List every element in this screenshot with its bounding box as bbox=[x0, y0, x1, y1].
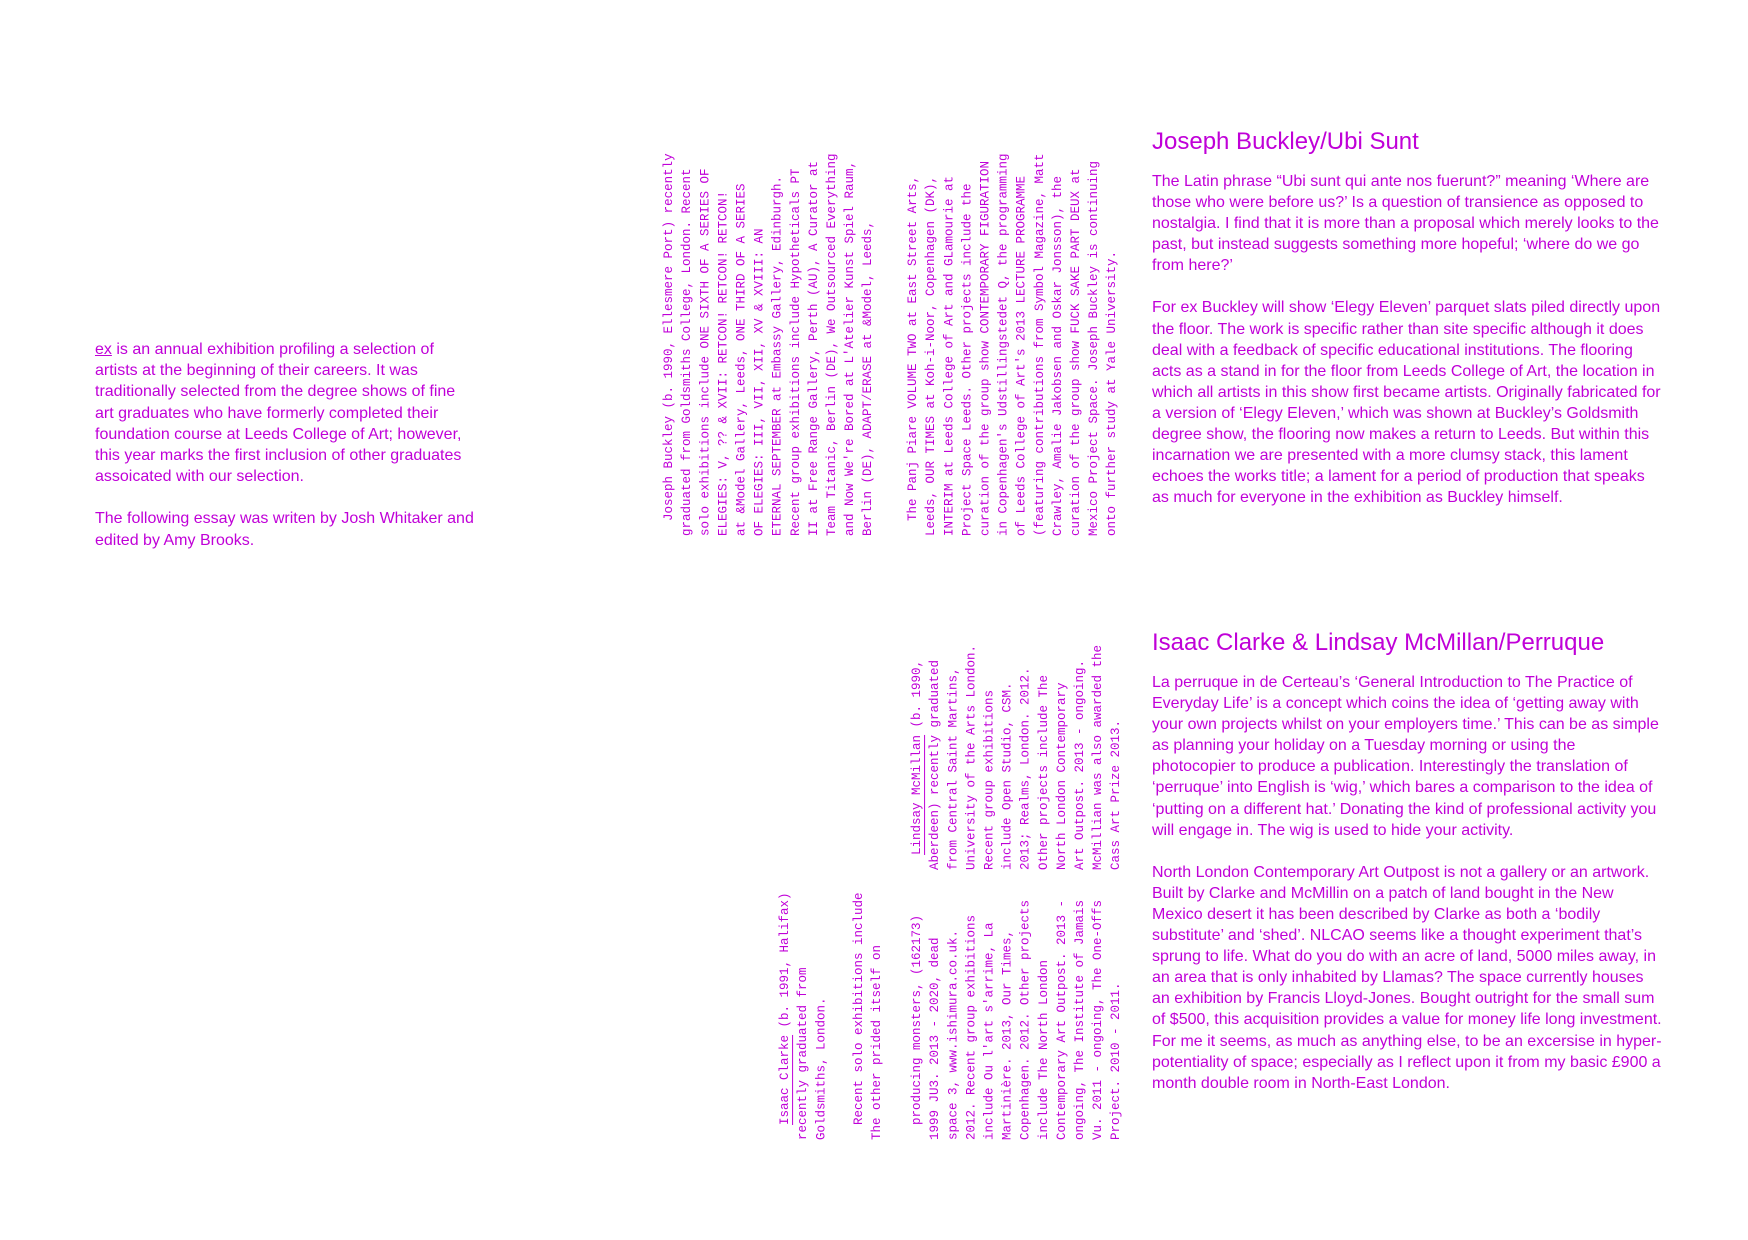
essay-paragraph: The Latin phrase “Ubi sunt qui ante nos fuerunt?” meaning ‘Where are those who were before us?’ Is a question of transience as opposed to nostalgia. I find that it is more than a proposal which merely looks to the past, but instead suggests something more hopeful; ‘where do we go from here?’ bbox=[1152, 173, 1659, 275]
buckley-essay-section bbox=[1152, 127, 1662, 508]
credits-paragraph: The following essay was writen by Josh Whitaker and edited by Amy Brooks. bbox=[95, 510, 474, 549]
essay-paragraph: North London Contemporary Art Outpost is not a gallery or an artwork. Built by Clarke and McMillin on a patch of land bought in the New Mexico desert it has been described by Clarke as both a ‘bodily substitute’ and ‘shed’. NLCAO seems like a thought experiment that’s sprung to life. What do you do with an acre of land, 5000 miles away, in an area that is only inhabited by Llamas? The space currently houses an exhibition by Francis Lloyd-Jones. Bought outright for the small sum of $500, this acquisition provides a value for money life long investment. For me it seems, as much as anything else, to be an excersise in hyper-potentiality of space; especially as I reflect upon it from my basic £900 a month double room in North-East London. bbox=[1152, 863, 1662, 1092]
section-title: Isaac Clarke & Lindsay McMillan/Perruque bbox=[1152, 629, 1605, 656]
buckley-bio-column-1 bbox=[642, 136, 876, 536]
clarke-name: Isaac Clarke bbox=[778, 1034, 793, 1125]
clarke-bio-column-2 bbox=[832, 888, 885, 1140]
essay-paragraph: For ex Buckley will show ‘Elegy Eleven’ parquet slats piled directly upon the floor. The work is specific rather than site specific although it does deal with a feedback of specific educational institutions. The flooring acts as a stand in for the floor from Leeds College of Art, the location in which all artists in this show first became artists. Originally fabricated for a version of ‘Elegy Eleven,’ which was shown at Buckley’s Goldsmith degree show, the flooring now makes a return to Leeds. But within this incarnation we are presented with a more clumsy stack, this lament echoes the works title; a lament for a period of production that speaks as much for everyone in the exhibition as Buckley himself. bbox=[1152, 299, 1661, 507]
buckley-bio-column-2 bbox=[886, 136, 1120, 536]
ex-title-word: ex bbox=[95, 341, 112, 358]
intro-paragraph bbox=[95, 339, 475, 487]
clarke-mcmillan-essay-section bbox=[1152, 628, 1662, 1094]
clarke-bio-column-1 bbox=[758, 888, 829, 1140]
clarke-bio-text: (b. 1991, Halifax) recently graduated from Goldsmiths, London. bbox=[778, 892, 829, 1140]
intro-block bbox=[95, 339, 475, 551]
clarke-bio-column-3 bbox=[890, 888, 1124, 1140]
buckley-bio-text: Joseph Buckley (b. 1990, Ellesmere Port) recently graduated from Goldsmiths College, London. Recent solo exhibitions include ONE SIXTH OF A SERIES OF ELEGIES: V, ?? & XVII: RETCON! RETCON! RETCON! at &Model Gallery, Leeds, ONE THIRD OF A SERIES OF ELEGIES: III, VII, XII, XV & XVIII: AN ETERNAL SEPTEMBER at Embassy Gallery, Edinburgh. Recent group exhibitions include Hypotheticals PT II at Free Range Gallery, Perth (AU), A Curator at Team Titanic, Berlin (DE), We Outsourced Everything and Now We're Bored at L'Atelier Kunst Spiel Raum, Berlin (DE), ADAPT/ERASE at &Model, Leeds, bbox=[662, 153, 876, 536]
mcmillan-bio-column bbox=[890, 636, 1124, 870]
mcmillan-name: Lindsay McMillan bbox=[910, 734, 925, 855]
essay-paragraph: La perruque in de Certeau’s ‘General Introduction to The Practice of Everyday Life’ is a concept which coins the idea of ‘getting away with your own projects whilst on your employers time.’ This can be as simple as planning your holiday on a Tuesday morning or using the photocopier to produce a publication. Interestingly the translation of ‘perruque’ into English is ‘wig,’ which bares a comparison to the idea of ‘putting on a different hat.’ Donating the kind of professional activity you will engage in. The wig is used to hide your activity. bbox=[1152, 674, 1659, 839]
section-title: Joseph Buckley/Ubi Sunt bbox=[1152, 128, 1419, 155]
clarke-solo-exhibitions-text: Recent solo exhibitions include The other prided itself on bbox=[852, 892, 885, 1140]
buckley-bio-continued-text: The Panj Piare VOLUME TWO at East Street Arts, Leeds, OUR TIMES at Koh-i-Noor, Copenhagen (DK), INTERIM at Leeds College of Art and GLamourie at Project Space Leeds. Other projects include the curation of the group show CONTEMPORARY FIGURATION in Copenhagen's Udstillingstedet Q, the programming of Leeds College of Art's 2013 LECTURE PROGRAMME (featuring contributions from Symbol Magazine, Matt Crawley, Amalie Jakobsen and Oskar Jonsson), the curation of the group show FUCK SAKE PART DEUX at Mexico Project Space. Joseph Buckley is continuing onto further study at Yale University. bbox=[906, 153, 1120, 536]
clarke-projects-text: producing monsters, (162173) 1999 JU3. 2013 - 2020, dead space 3, www.ishimura.co.uk. 2012. Recent group exhibitions include Ou l'art s'arrime, La Martinière. 2013, Our Times, Copenhagen. 2012. Other projects include The North London Contemporary Art Outpost. 2013 - ongoing, The Institute of Jamais Vu. 2011 - ongoing, The One-Offs Project. 2010 - 2011. bbox=[910, 899, 1124, 1140]
mcmillan-bio-text: (b. 1990, Aberdeen) recently graduated from Central Saint Martins, University of the Arts London. Recent group exhibitions include Open Studio, CSM. 2013; Realms, London. 2012. Other projects include The North London Contemporary Art Outpost. 2013 - ongoing. McMillian was also awarded the Cass Art Prize 2013. bbox=[910, 644, 1124, 870]
intro-paragraph-text: is an annual exhibition profiling a selection of artists at the beginning of their careers. It was traditionally selected from the degree shows of fine art graduates who have formerly completed their foundation course at Leeds College of Art; however, this year marks the first inclusion of other graduates assoicated with our selection. bbox=[95, 341, 462, 486]
